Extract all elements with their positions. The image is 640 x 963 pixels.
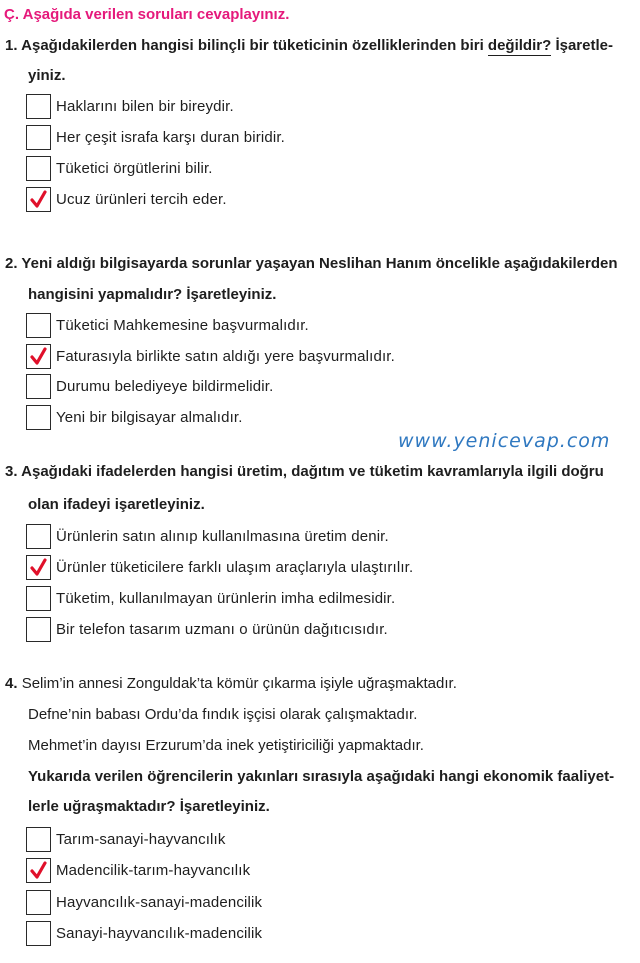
- option-label: Yeni bir bilgisayar almalıdır.: [56, 408, 243, 426]
- q1-option-1[interactable]: [26, 92, 234, 120]
- option-label: Bir telefon tasarım uzmanı o ürünün dağıtıcısıdır.: [56, 620, 388, 638]
- option-label: Tarım-sanayi-hayvancılık: [56, 830, 226, 848]
- checkbox[interactable]: [26, 524, 51, 549]
- q1-text-post: İşaretle-: [555, 37, 613, 54]
- q2-line-1: [5, 254, 618, 274]
- checkbox[interactable]: [26, 890, 51, 915]
- q4-option-2[interactable]: [26, 856, 250, 884]
- checkbox[interactable]: [26, 405, 51, 430]
- q4-text: Selim’in annesi Zonguldak’ta kömür çıkarma işiyle uğraşmaktadır.: [21, 675, 457, 692]
- q4-option-4[interactable]: [26, 919, 262, 947]
- option-label: Hayvancılık-sanayi-madencilik: [56, 893, 263, 911]
- q3-text: Aşağıdaki ifadelerden hangisi üretim, dağıtım ve tüketim kavramlarıyla ilgili doğru: [21, 463, 604, 480]
- q2-number: 2.: [5, 255, 18, 272]
- q2-option-4[interactable]: [26, 403, 243, 431]
- q4-option-3[interactable]: [26, 888, 262, 916]
- q2-option-2[interactable]: [26, 342, 395, 370]
- checkbox[interactable]: [26, 921, 51, 946]
- checkbox-checked[interactable]: [26, 187, 51, 212]
- q1-line-2: yiniz.: [28, 67, 66, 84]
- option-label: Madencilik-tarım-hayvancılık: [56, 861, 251, 879]
- q1-underlined-word: değildir?: [487, 37, 552, 54]
- q1-option-3[interactable]: [26, 154, 213, 182]
- q1-number: 1.: [5, 37, 18, 54]
- option-label: Tüketim, kullanılmayan ürünlerin imha edilmesidir.: [56, 589, 396, 607]
- checkbox[interactable]: [26, 617, 51, 642]
- q3-option-2[interactable]: [26, 553, 413, 581]
- option-label: Tüketici Mahkemesine başvurmalıdır.: [56, 316, 309, 334]
- check-icon: [30, 347, 47, 366]
- checkbox[interactable]: [26, 586, 51, 611]
- q1-option-2[interactable]: [26, 123, 285, 151]
- checkbox[interactable]: [26, 374, 51, 399]
- q2-option-1[interactable]: [26, 311, 309, 339]
- checkbox[interactable]: [26, 125, 51, 150]
- watermark-text: www.yenicevap.com: [398, 430, 611, 452]
- q1-option-4[interactable]: [26, 185, 227, 213]
- q3-option-1[interactable]: [26, 522, 389, 550]
- q4-line-1: [5, 674, 457, 694]
- option-label: Faturasıyla birlikte satın aldığı yere başvurmalıdır.: [56, 347, 395, 365]
- q2-text: Yeni aldığı bilgisayarda sorunlar yaşayan Neslihan Hanım öncelikle aşağıdakilerden: [21, 255, 618, 272]
- option-label: Ürünlerin satın alınıp kullanılmasına üretim denir.: [56, 527, 389, 545]
- q2-option-3[interactable]: [26, 372, 273, 400]
- check-icon: [30, 190, 47, 209]
- q4-line-3: Mehmet’in dayısı Erzurum’da inek yetiştiriciliği yapmaktadır.: [28, 737, 424, 754]
- checkbox[interactable]: [26, 313, 51, 338]
- checkbox-checked[interactable]: [26, 555, 51, 580]
- q4-number: 4.: [5, 675, 18, 692]
- check-icon: [30, 861, 47, 880]
- q3-number: 3.: [5, 463, 18, 480]
- q4-line-5: lerle uğraşmaktadır? İşaretleyiniz.: [28, 798, 270, 815]
- option-label: Sanayi-hayvancılık-madencilik: [56, 924, 263, 942]
- q1-text-pre: Aşağıdakilerden hangisi bilinçli bir tüketicinin özelliklerinden biri: [21, 37, 484, 54]
- q1-line-1: [5, 36, 613, 56]
- option-label: Tüketici örgütlerini bilir.: [56, 159, 213, 177]
- option-label: Her çeşit israfa karşı duran biridir.: [56, 128, 285, 146]
- option-label: Haklarını bilen bir bireydir.: [56, 97, 234, 115]
- option-label: Ürünler tüketicilere farklı ulaşım araçlarıyla ulaştırılır.: [56, 558, 414, 576]
- section-heading: Ç. Aşağıda verilen soruları cevaplayınız.: [4, 6, 290, 23]
- q4-line-2: Defne’nin babası Ordu’da fındık işçisi olarak çalışmaktadır.: [28, 706, 418, 723]
- checkbox[interactable]: [26, 827, 51, 852]
- q2-line-2: hangisini yapmalıdır? İşaretleyiniz.: [28, 286, 277, 303]
- q3-line-2: olan ifadeyi işaretleyiniz.: [28, 496, 205, 513]
- checkbox-checked[interactable]: [26, 344, 51, 369]
- check-icon: [30, 558, 47, 577]
- q4-option-1[interactable]: [26, 825, 226, 853]
- checkbox[interactable]: [26, 156, 51, 181]
- q3-option-4[interactable]: [26, 615, 388, 643]
- q4-line-4: Yukarıda verilen öğrencilerin yakınları sırasıyla aşağıdaki hangi ekonomik faaliyet-: [28, 768, 615, 785]
- checkbox-checked[interactable]: [26, 858, 51, 883]
- option-label: Durumu belediyeye bildirmelidir.: [56, 377, 274, 395]
- q3-line-1: [5, 462, 604, 482]
- option-label: Ucuz ürünleri tercih eder.: [56, 190, 227, 208]
- checkbox[interactable]: [26, 94, 51, 119]
- q3-option-3[interactable]: [26, 584, 395, 612]
